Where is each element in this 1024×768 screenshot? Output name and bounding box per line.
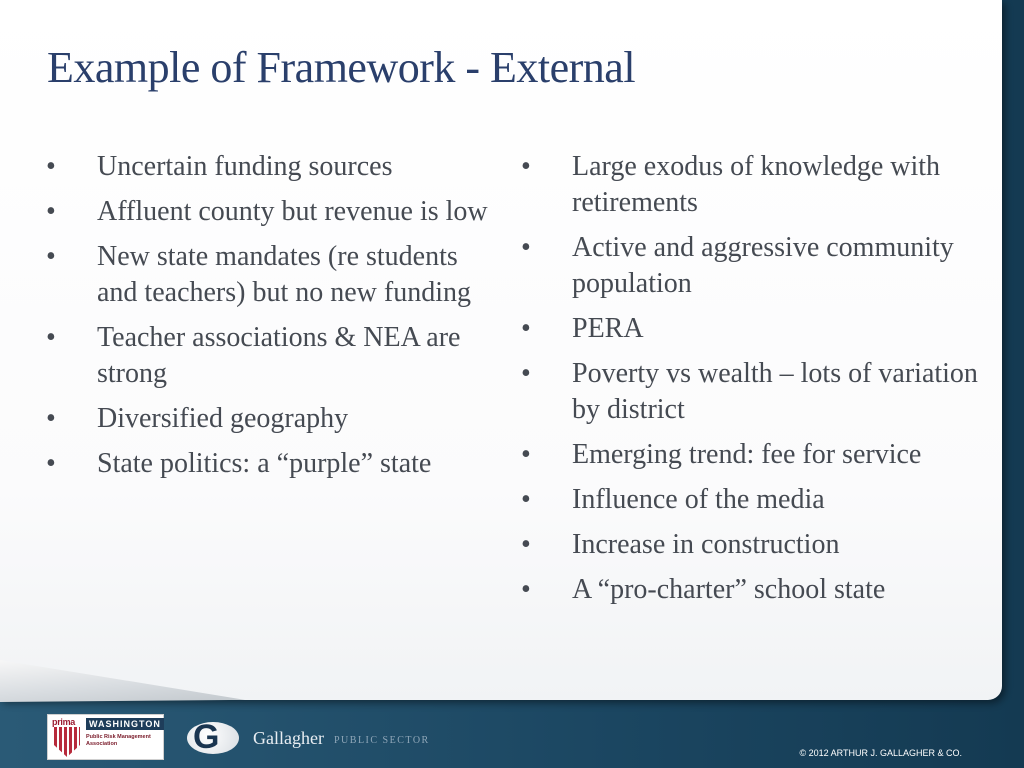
bullet-marker: • — [46, 196, 56, 227]
bullet-text: State politics: a “purple” state — [97, 448, 432, 479]
bullet-item — [521, 437, 981, 473]
right-bullet-list — [521, 149, 981, 617]
gallagher-g-mark: G — [193, 718, 220, 756]
bullet-item — [46, 320, 491, 392]
bullet-text: Teacher associations & NEA are strong — [97, 322, 461, 389]
bullet-text: New state mandates (re students and teachers) but no new funding — [97, 241, 471, 308]
prima-shield-icon — [54, 727, 80, 757]
bullet-item — [521, 482, 981, 518]
bullet-item — [46, 239, 491, 311]
prima-logo-word: prima — [52, 717, 76, 727]
bullet-item — [521, 572, 981, 608]
bullet-marker: • — [46, 403, 56, 434]
prima-washington-logo — [47, 714, 164, 760]
bullet-text: Increase in construction — [572, 529, 840, 560]
bullet-marker: • — [46, 448, 56, 479]
prima-state-label: WASHINGTON — [86, 718, 164, 730]
bullet-text: Affluent county but revenue is low — [97, 196, 488, 227]
bullet-marker: • — [46, 322, 56, 353]
slide-title: Example of Framework - External — [47, 43, 636, 92]
bullet-item — [521, 149, 981, 221]
bullet-item — [521, 311, 981, 347]
bullet-item — [521, 356, 981, 428]
bullet-item — [46, 194, 491, 230]
bullet-marker: • — [521, 574, 531, 605]
bullet-text: Uncertain funding sources — [97, 151, 393, 182]
bullet-item — [46, 446, 491, 482]
prima-subtitle: Public Risk Management Association — [86, 734, 151, 747]
left-bullet-list — [46, 149, 491, 491]
gallagher-g-logo-icon — [187, 718, 239, 756]
bullet-text: Diversified geography — [97, 403, 349, 434]
bullet-marker: • — [521, 439, 531, 470]
bullet-item — [46, 149, 491, 185]
bullet-item — [521, 230, 981, 302]
bullet-marker: • — [521, 358, 531, 389]
bullet-marker: • — [521, 484, 531, 515]
bullet-marker: • — [46, 151, 56, 182]
bullet-item — [46, 401, 491, 437]
bullet-text: Influence of the media — [572, 484, 825, 515]
bullet-marker: • — [521, 232, 531, 263]
bullet-item — [521, 527, 981, 563]
bullet-text: Large exodus of knowledge with retirements — [572, 151, 941, 218]
bullet-marker: • — [521, 313, 531, 344]
bullet-text: PERA — [572, 313, 644, 344]
bullet-text: Active and aggressive community population — [572, 232, 954, 299]
bullet-marker: • — [521, 529, 531, 560]
bullet-text: Emerging trend: fee for service — [572, 439, 922, 470]
copyright-notice: © 2012 ARTHUR J. GALLAGHER & CO. — [799, 748, 962, 758]
bullet-text: Poverty vs wealth – lots of variation by district — [572, 358, 978, 425]
gallagher-name: Gallagher — [253, 728, 324, 748]
gallagher-division: PUBLIC SECTOR — [334, 735, 430, 746]
bullet-marker: • — [46, 241, 56, 272]
bullet-text: A “pro-charter” school state — [572, 574, 886, 605]
bullet-marker: • — [521, 151, 531, 182]
